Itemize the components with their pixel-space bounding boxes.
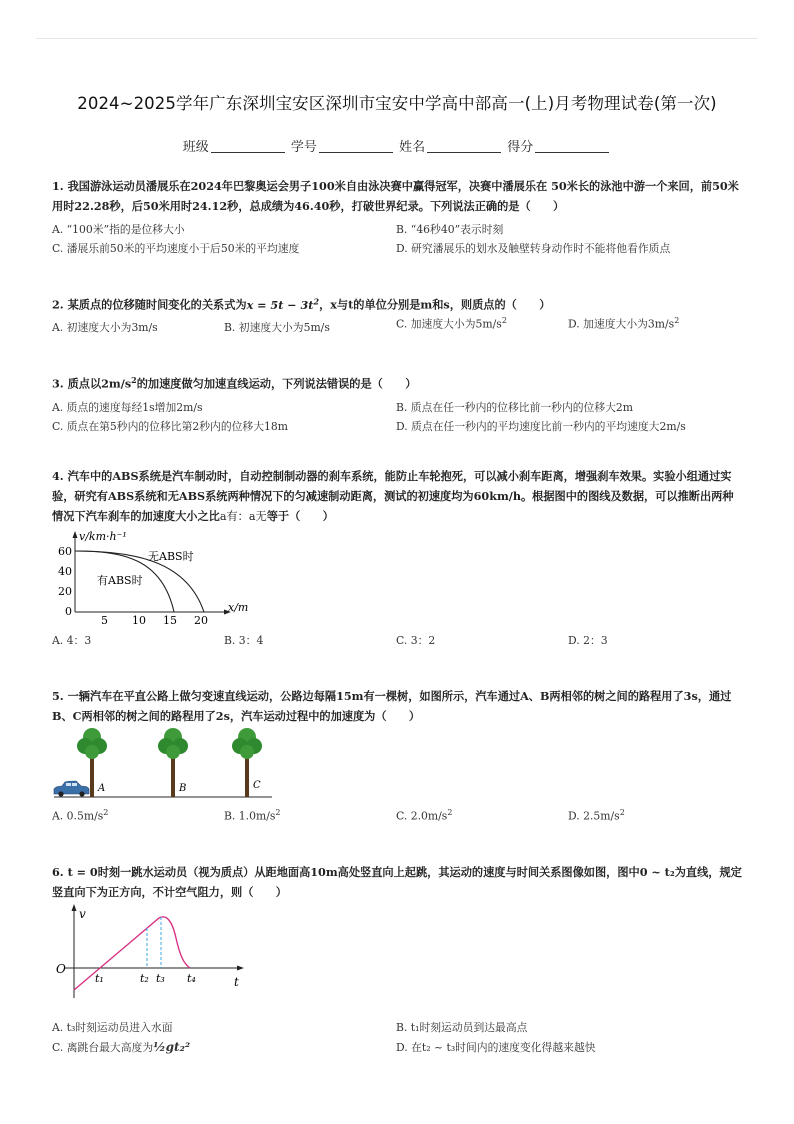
q5-option-a-text: A. 0.5m/s (52, 809, 104, 823)
q2-stem-text: 2. 某质点的位移随时间变化的关系式为 (52, 297, 247, 312)
question-6-stem: 6. t = 0时刻一跳水运动员（视为质点）从距地面高10m高处竖直向上起跳，其运动的速度与时间关系图像如图，图中0 ~ t₂为直线，规定竖直向下为正方向，不计空气阻力，则（ ） (52, 865, 742, 899)
car-wheel-rear (79, 791, 84, 796)
q1-option-c: C. 潘展乐前50米的平均速度小于后50米的平均速度 (52, 242, 300, 255)
graph-xtick-15: 15 (163, 614, 177, 627)
tree-label-b: B (179, 783, 187, 794)
q2-option-d-exp: 2 (674, 316, 680, 325)
q2-option-c (396, 316, 507, 332)
tree-b-crown-bottom (166, 745, 180, 759)
name-label: 姓名 (399, 140, 426, 155)
vt-v-label: v (79, 907, 86, 921)
q3-stem-exp: 2 (131, 375, 137, 385)
car-window-front (66, 783, 71, 786)
q2-option-d (568, 316, 679, 332)
q5-option-b-exp: 2 (275, 808, 281, 817)
label-with-abs: 有ABS时 (97, 574, 143, 587)
graph-y-label: v/km·h⁻¹ (79, 530, 127, 543)
label-no-abs: 无ABS时 (148, 550, 194, 563)
q6-option-b: B. t₁时刻运动员到达最高点 (396, 1021, 528, 1034)
vt-t4-label: t₄ (187, 972, 196, 985)
tree-c-crown-bottom (240, 745, 254, 759)
q6-option-d: D. 在t₂ ~ t₃时间内的速度变化得越来越快 (396, 1041, 596, 1054)
vt-t-label: t (234, 975, 239, 989)
graph-xtick-10: 10 (132, 614, 146, 627)
tree-a-trunk (90, 756, 94, 797)
q5-option-c-exp: 2 (447, 808, 453, 817)
q3-stem-text: 3. 质点以2m/s (52, 376, 132, 391)
q3-option-c: C. 质点在第5秒内的位移比第2秒内的位移大18m (52, 420, 289, 433)
question-5-stem: 5. 一辆汽车在平直公路上做匀变速直线运动，公路边每隔15m有一棵树，如图所示，汽车通过A、B两相邻的树之间的路程用了3s，通过B、C两相邻的树之间的路程用了2s，汽车运动过程中的加速度为（ ） (52, 689, 732, 723)
graph-xtick-5: 5 (101, 614, 108, 627)
page-title: 2024~2025学年广东深圳宝安区深圳市宝安中学高中部高一(上)月考物理试卷(第一次) (77, 94, 717, 113)
number-label: 学号 (290, 140, 317, 155)
q5-option-d-text: D. 2.5m/s (568, 809, 620, 823)
car (54, 781, 89, 797)
vt-t-arrow (237, 966, 244, 971)
q2-formula-body: x = 5t − 3t (246, 297, 314, 312)
number-blank (319, 140, 393, 153)
question-4-stem (52, 466, 744, 527)
car-window-rear (72, 783, 77, 786)
graph-y-arrow (73, 531, 78, 538)
q1-option-b: B. “46秒40”表示时刻 (396, 223, 504, 236)
q1-option-a: A. “100米”指的是位移大小 (52, 223, 185, 236)
header-divider (36, 38, 758, 39)
tree-label-a: A (98, 783, 106, 794)
tree-b-trunk (171, 756, 175, 797)
q2-formula (247, 298, 319, 312)
q4-stem-text: 4. 汽车中的ABS系统是汽车制动时，自动控制制动器的刹车系统，能防止车轮抱死，可以减小刹车距离，增强刹车效果。实验小组通过实验，研究有ABS系统和无ABS系统两种情况下的匀减速制动距离，测试的初速度均为60km/h。根据图中的图线及数据，可以推断出两种情况下汽车刹车的加速度大小之比 (52, 469, 734, 523)
question-3-stem (52, 370, 744, 394)
q2-formula-exp: 2 (313, 296, 320, 306)
q2-stem-tail: ，x与t的单位分别是m和s，则质点的（ ） (319, 297, 551, 312)
tree-a-crown-bottom (85, 745, 99, 759)
class-blank (211, 140, 285, 153)
q3-stem-tail: 的加速度做匀加速直线运动，下列说法错误的是（ ） (136, 376, 417, 391)
q4-option-c: C. 3：2 (396, 634, 436, 647)
car-wheel-front (58, 791, 63, 796)
q6-option-c (52, 1040, 190, 1055)
score-label: 得分 (507, 140, 534, 155)
q5-option-d (568, 808, 625, 823)
q4-ratio: a有：a无 (219, 510, 267, 523)
tree-label-c: C (253, 780, 261, 791)
graph-xtick-20: 20 (194, 614, 208, 627)
student-info-line (0, 136, 794, 155)
q5-option-b (224, 808, 280, 823)
vt-origin-label: O (56, 962, 66, 976)
graph-ytick-40: 40 (58, 565, 72, 578)
graph-ytick-20: 20 (58, 585, 72, 598)
q5-option-a-exp: 2 (103, 808, 109, 817)
tree-c-trunk (245, 756, 249, 797)
q1-option-d: D. 研究潘展乐的划水及触壁转身动作时不能将他看作质点 (396, 242, 671, 255)
q5-option-d-exp: 2 (619, 808, 625, 817)
vt-y-arrow (72, 904, 77, 911)
q3-option-a: A. 质点的速度每经1s增加2m/s (52, 401, 203, 414)
abs-braking-graph (52, 528, 262, 628)
vt-t1-label: t₁ (95, 972, 104, 985)
q4-stem-tail: 等于（ ） (266, 509, 334, 523)
velocity-time-graph (52, 900, 252, 1000)
q2-option-c-exp: 2 (501, 316, 507, 325)
q2-option-b: B. 初速度大小为5m/s (224, 321, 330, 334)
q5-option-b-text: B. 1.0m/s (224, 809, 276, 823)
q2-option-d-text: D. 加速度大小为3m/s (568, 317, 675, 331)
q5-option-c-text: C. 2.0m/s (396, 809, 448, 823)
q5-option-c (396, 808, 452, 823)
name-blank (427, 140, 501, 153)
q6-option-c-text: C. 离跳台最大高度为 (52, 1041, 154, 1054)
q4-option-b: B. 3：4 (224, 634, 264, 647)
q4-option-d: D. 2：3 (568, 634, 608, 647)
car-body (54, 781, 89, 794)
class-label: 班级 (182, 140, 209, 155)
q2-option-a: A. 初速度大小为3m/s (52, 321, 158, 334)
q5-option-a (52, 808, 108, 823)
graph-ytick-60: 60 (58, 545, 72, 558)
question-1-stem: 1. 我国游泳运动员潘展乐在2024年巴黎奥运会男子100米自由泳决赛中赢得冠军，决赛中潘展乐在 50米长的泳池中游一个来回，前50米用时22.28秒，后50米用时24.12秒，总成绩为46.40秒，打破世界纪录。下列说法正确的是（ ） (52, 179, 739, 213)
vt-t2-label: t₂ (140, 972, 149, 985)
score-blank (535, 140, 609, 153)
q2-option-c-text: C. 加速度大小为5m/s (396, 317, 502, 331)
q4-option-a: A. 4：3 (52, 634, 92, 647)
q3-option-b: B. 质点在任一秒内的位移比前一秒内的位移大2m (396, 401, 634, 414)
graph-x-label: x/m (228, 601, 249, 614)
vt-curve (74, 917, 190, 990)
q6-option-a: A. t₃时刻运动员进入水面 (52, 1021, 173, 1034)
question-2-stem (52, 291, 744, 315)
q6-option-c-formula: ½gt₂² (153, 1040, 191, 1054)
graph-ytick-0: 0 (65, 605, 72, 618)
q3-option-d: D. 质点在任一秒内的平均速度比前一秒内的平均速度大2m/s (396, 420, 686, 433)
trees-road-figure (50, 726, 280, 802)
vt-t3-label: t₃ (156, 972, 165, 985)
